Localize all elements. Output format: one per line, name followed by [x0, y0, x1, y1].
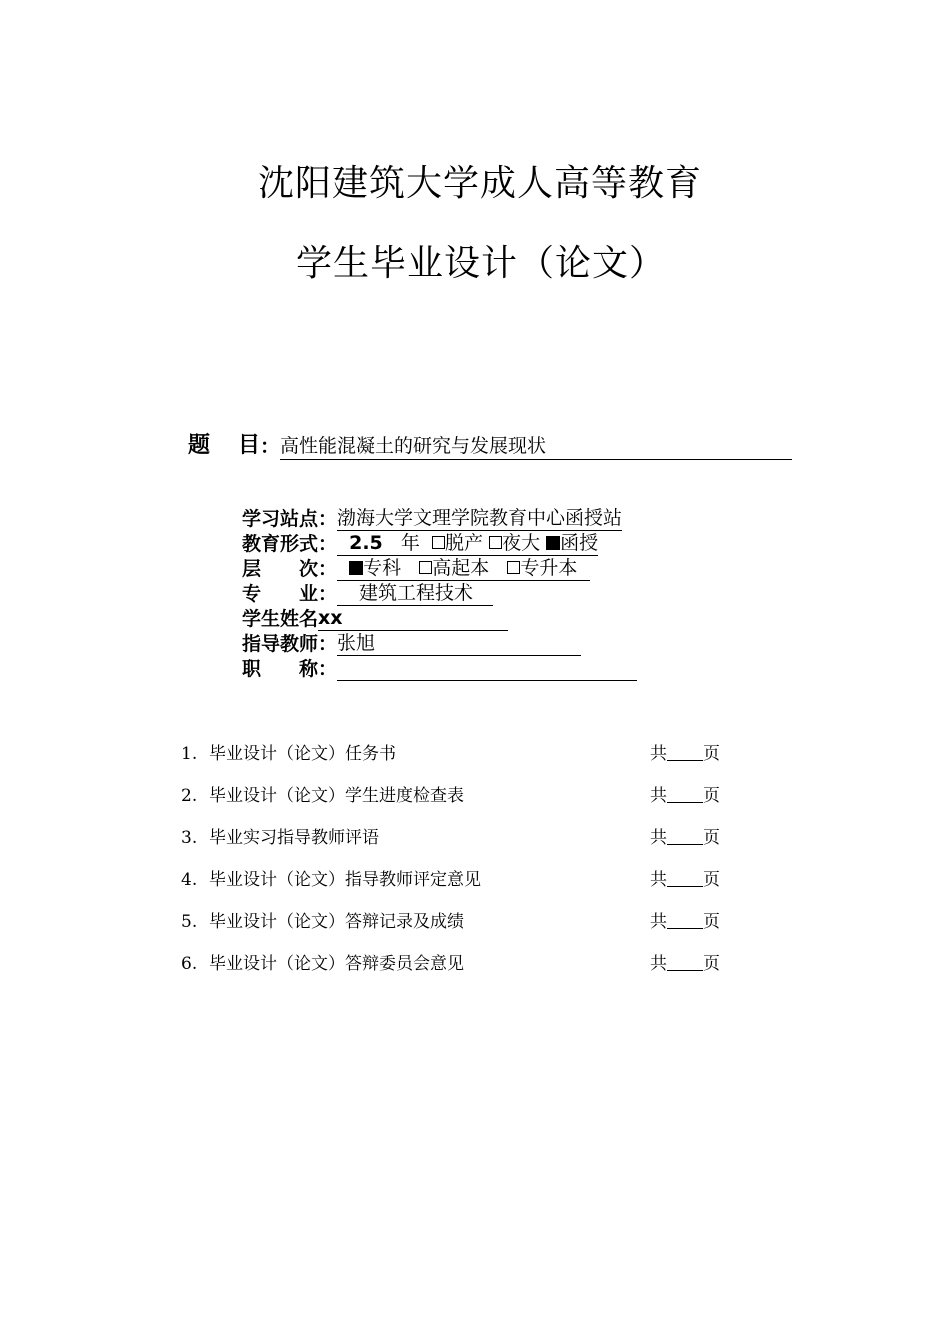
topic-value: 高性能混凝土的研究与发展现状: [280, 433, 792, 460]
level-label-1: 层: [242, 558, 262, 580]
station-label: 学习站点：: [242, 508, 338, 530]
page-title: 沈阳建筑大学成人高等教育: [258, 163, 703, 204]
toc-text: 毕业设计（论文）指导教师评定意见: [209, 870, 481, 890]
form-option-yeda: 夜大: [502, 532, 541, 554]
major-label-1: 专: [242, 583, 262, 605]
toc-pages: 共 页: [650, 828, 720, 848]
form-option-hanshou: 函授: [560, 532, 599, 554]
form-option-tuochan: 脱产: [445, 532, 484, 554]
toc-num: 1.: [181, 744, 198, 764]
page-count-blank: [667, 742, 703, 761]
form-years: 2.5: [349, 532, 383, 554]
list-item: [181, 784, 741, 808]
checkbox-unchecked-icon: [419, 561, 432, 574]
station-row: [242, 506, 622, 531]
major-label-2: 业：: [299, 583, 338, 605]
topic-colon: ：: [260, 434, 281, 458]
toc-text: 毕业设计（论文）答辩委员会意见: [209, 954, 464, 974]
topic-label-1: 题: [188, 433, 211, 458]
student-value: xx: [318, 607, 508, 631]
toc-pages: 共 页: [650, 912, 720, 932]
toc-text: 毕业实习指导教师评语: [209, 828, 379, 848]
toc-text: 毕业设计（论文）学生进度检查表: [209, 786, 464, 806]
topic-label-2: 目: [238, 433, 261, 458]
level-option-zhuanke: 专科: [363, 557, 402, 579]
page-count-blank: [667, 868, 703, 887]
title-row: [242, 656, 637, 681]
page-count-blank: [667, 784, 703, 803]
page-count-blank: [667, 952, 703, 971]
toc-pages: 共 页: [650, 870, 720, 890]
list-item: [181, 868, 741, 892]
toc-text: 毕业设计（论文）任务书: [209, 744, 396, 764]
major-value: 建筑工程技术: [337, 582, 493, 606]
list-item: [181, 952, 741, 976]
form-value: [337, 532, 598, 556]
list-item: [181, 910, 741, 934]
toc-num: 4.: [181, 870, 198, 890]
level-value: [337, 557, 589, 581]
list-item: [181, 826, 741, 850]
toc-text: 毕业设计（论文）答辩记录及成绩: [209, 912, 464, 932]
title-value: [337, 657, 637, 681]
advisor-row: [242, 631, 581, 656]
toc-pages: 共 页: [650, 786, 720, 806]
checkbox-unchecked-icon: [507, 561, 520, 574]
toc-num: 3.: [181, 828, 198, 848]
level-option-zhuanshengben: 专升本: [520, 557, 578, 579]
toc-pages: 共 页: [650, 744, 720, 764]
major-row: [242, 581, 493, 606]
checkbox-checked-icon: [349, 561, 363, 575]
advisor-label: 指导教师：: [242, 633, 338, 655]
title-label-1: 职: [242, 658, 262, 680]
level-row: [242, 556, 590, 581]
advisor-value: 张旭: [337, 632, 581, 656]
title-label-2: 称：: [299, 658, 338, 680]
page-count-blank: [667, 826, 703, 845]
toc-num: 2.: [181, 786, 198, 806]
form-row: [242, 531, 598, 556]
checkbox-unchecked-icon: [432, 536, 445, 549]
student-row: [242, 606, 508, 631]
level-option-gaoqiben: 高起本: [432, 557, 490, 579]
station-value: 渤海大学文理学院教育中心函授站: [337, 507, 623, 529]
form-label: 教育形式：: [242, 533, 338, 555]
page-subtitle: 学生毕业设计（论文）: [296, 243, 667, 284]
level-label-2: 次：: [299, 558, 338, 580]
checkbox-unchecked-icon: [489, 536, 502, 549]
toc-num: 5.: [181, 912, 198, 932]
topic-row: [188, 430, 792, 460]
form-year-unit: 年: [400, 532, 420, 554]
checkbox-checked-icon: [546, 536, 560, 550]
student-label: 学生姓名: [242, 608, 319, 630]
list-item: [181, 742, 741, 766]
page-count-blank: [667, 910, 703, 929]
toc-pages: 共 页: [650, 954, 720, 974]
toc-num: 6.: [181, 954, 198, 974]
